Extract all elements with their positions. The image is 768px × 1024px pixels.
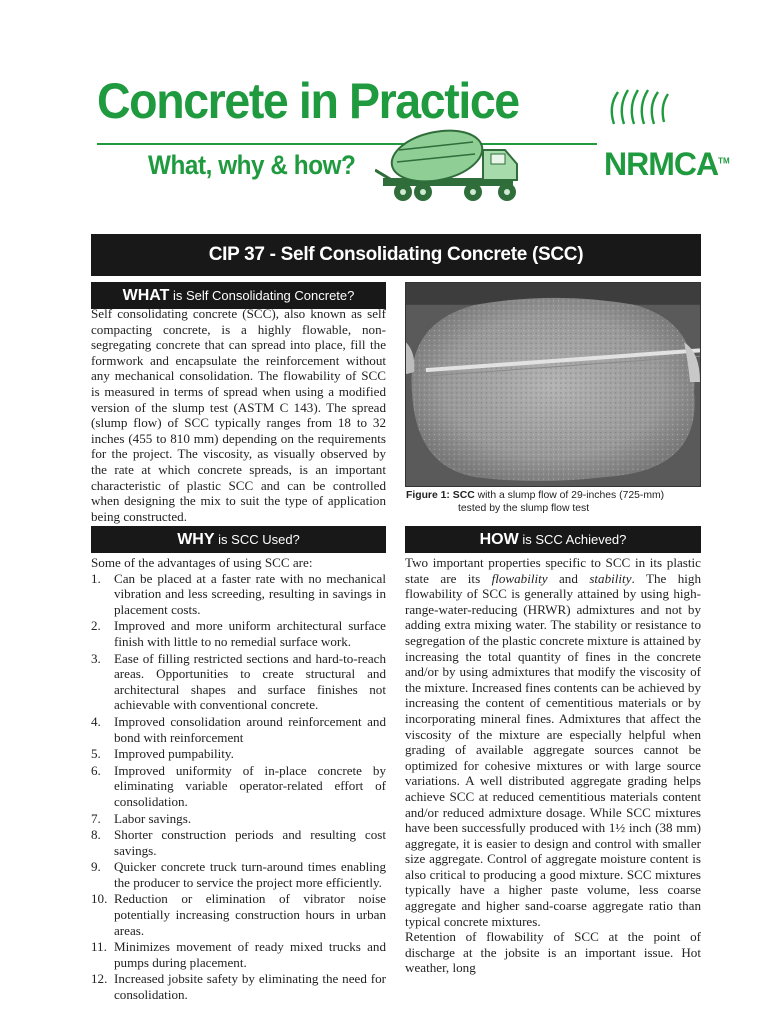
figure-caption: Figure 1: SCC with a slump flow of 29-inches (725-mm) tested by the slump flow test	[406, 490, 665, 514]
advantage-text: Improved pumpability.	[114, 746, 234, 762]
advantage-number: 7.	[91, 810, 101, 826]
advantage-text: Labor savings.	[114, 810, 192, 826]
why-section-body	[91, 555, 386, 1004]
advantage-item	[91, 571, 386, 618]
advantage-number: 5.	[91, 746, 101, 762]
advantage-text: Improved and more uniform architectural surface finish with little to no remedial surface work.	[114, 618, 386, 649]
how-section-heading: HOW is SCC Achieved?	[405, 526, 701, 553]
advantage-text: Reduction or elimination of vibrator noise potentially increasing construction hours in urban areas.	[114, 891, 386, 938]
advantage-number: 9.	[91, 859, 101, 875]
concrete-mixer-truck-icon	[375, 120, 545, 212]
document-title-banner: CIP 37 - Self Consolidating Concrete (SCC)	[91, 234, 701, 276]
why-intro: Some of the advantages of using SCC are:	[91, 555, 313, 570]
advantage-number: 11.	[91, 939, 107, 955]
masthead-title: Concrete in Practice	[97, 73, 519, 129]
how-paragraph-2: Retention of flowability of SCC at the point of discharge at the jobsite is an important issue. Hot weather, long	[405, 929, 701, 976]
advantage-text: Ease of filling restricted sections and hard-to-reach areas. Opportunities to create structural and architectural shapes and surface finishes not achievable with conventional concrete.	[114, 650, 386, 713]
advantage-number: 2.	[91, 618, 101, 634]
advantage-number: 6.	[91, 762, 101, 778]
advantage-text: Quicker concrete truck turn-around times enabling the producer to service the project more efficiently.	[114, 859, 386, 890]
advantage-item	[91, 746, 386, 762]
advantage-number: 4.	[91, 713, 101, 729]
nrmca-logo-arcs-icon	[604, 84, 676, 130]
advantages-list	[91, 571, 386, 1003]
advantage-item	[91, 811, 386, 827]
advantage-number: 1.	[91, 570, 101, 586]
advantage-number: 8.	[91, 827, 101, 843]
advantage-number: 3.	[91, 650, 101, 666]
advantage-item	[91, 714, 386, 745]
advantage-item	[91, 891, 386, 938]
advantage-item	[91, 618, 386, 649]
slump-flow-photo	[405, 282, 701, 487]
advantage-number: 12.	[91, 971, 108, 987]
advantage-text: Minimizes movement of ready mixed trucks and pumps during placement.	[114, 939, 386, 970]
nrmca-wordmark: NRMCA™	[604, 146, 730, 182]
advantage-item	[91, 763, 386, 810]
advantage-text: Shorter construction periods and resulting cost savings.	[114, 827, 386, 858]
advantage-text: Improved uniformity of in-place concrete by eliminating variable operator-related effort of consolidation.	[114, 762, 386, 809]
why-section-heading: WHY is SCC Used?	[91, 526, 386, 553]
advantage-item	[91, 827, 386, 858]
advantage-item	[91, 939, 386, 970]
advantage-item	[91, 651, 386, 713]
what-section-heading: WHAT is Self Consolidating Concrete?	[91, 282, 386, 309]
advantage-text: Improved consolidation around reinforcement and bond with reinforcement	[114, 713, 386, 745]
advantage-item	[91, 859, 386, 890]
how-paragraph-1: Two important properties specific to SCC in its plastic state are its flowability and stability. The high flowability of SCC is generally attained by using high-range-water-reducing (HRWR) admixtures and not by adding extra mixing water. The stability or resistance to segregation of the plastic concrete mixture is attained by increasing the total quantity of fines in the concrete and/or by using admixtures that modify the viscosity of the mixture. Increased fines contents can be achieved by increasing the content of cementitious materials or by incorporating mineral fines. Admixtures that affect the viscosity of the mixture are especially helpful when grading of available aggregate sources cannot be optimized for cohesive mixtures or with large source variations. A well distributed aggregate grading helps achieve SCC at reduced cementitious materials content and/or reduced admixture dosage. While SCC mixtures have been successfully produced with 1½ inch (38 mm) aggregate, it is easier to design and control with smaller size aggregate. Control of aggregate moisture content is also critical to producing a good mixture. SCC mixtures typically have a higher paste volume, less coarse aggregate and higher sand-coarse aggregate ratio than typical concrete mixtures.	[405, 555, 701, 929]
advantage-text: Can be placed at a faster rate with no mechanical vibration and less screeding, resulting in savings in placement costs.	[114, 570, 386, 617]
how-section-body	[405, 555, 701, 976]
advantage-number: 10.	[91, 891, 108, 907]
masthead-subtitle: What, why & how?	[148, 150, 356, 180]
advantage-text: Increased jobsite safety by eliminating the need for consolidation.	[114, 971, 386, 1003]
what-section-body: Self consolidating concrete (SCC), also known as self compacting concrete, is a highly flowable, non-segregating concrete that can spread into place, fill the formwork and encapsulate the reinforcement without any mechanical consolidation. The flowability of SCC is measured in terms of spread when using a modified version of the slump test (ASTM C 143). The spread (slump flow) of SCC typically ranges from 18 to 32 inches (455 to 810 mm) depending on the requirements for the project. The viscosity, as visually observed by the rate at which concrete spreads, is an important characteristic of plastic SCC and can be controlled when designing the mix to suit the type of application being constructed.	[91, 306, 386, 524]
advantage-item	[91, 971, 386, 1002]
